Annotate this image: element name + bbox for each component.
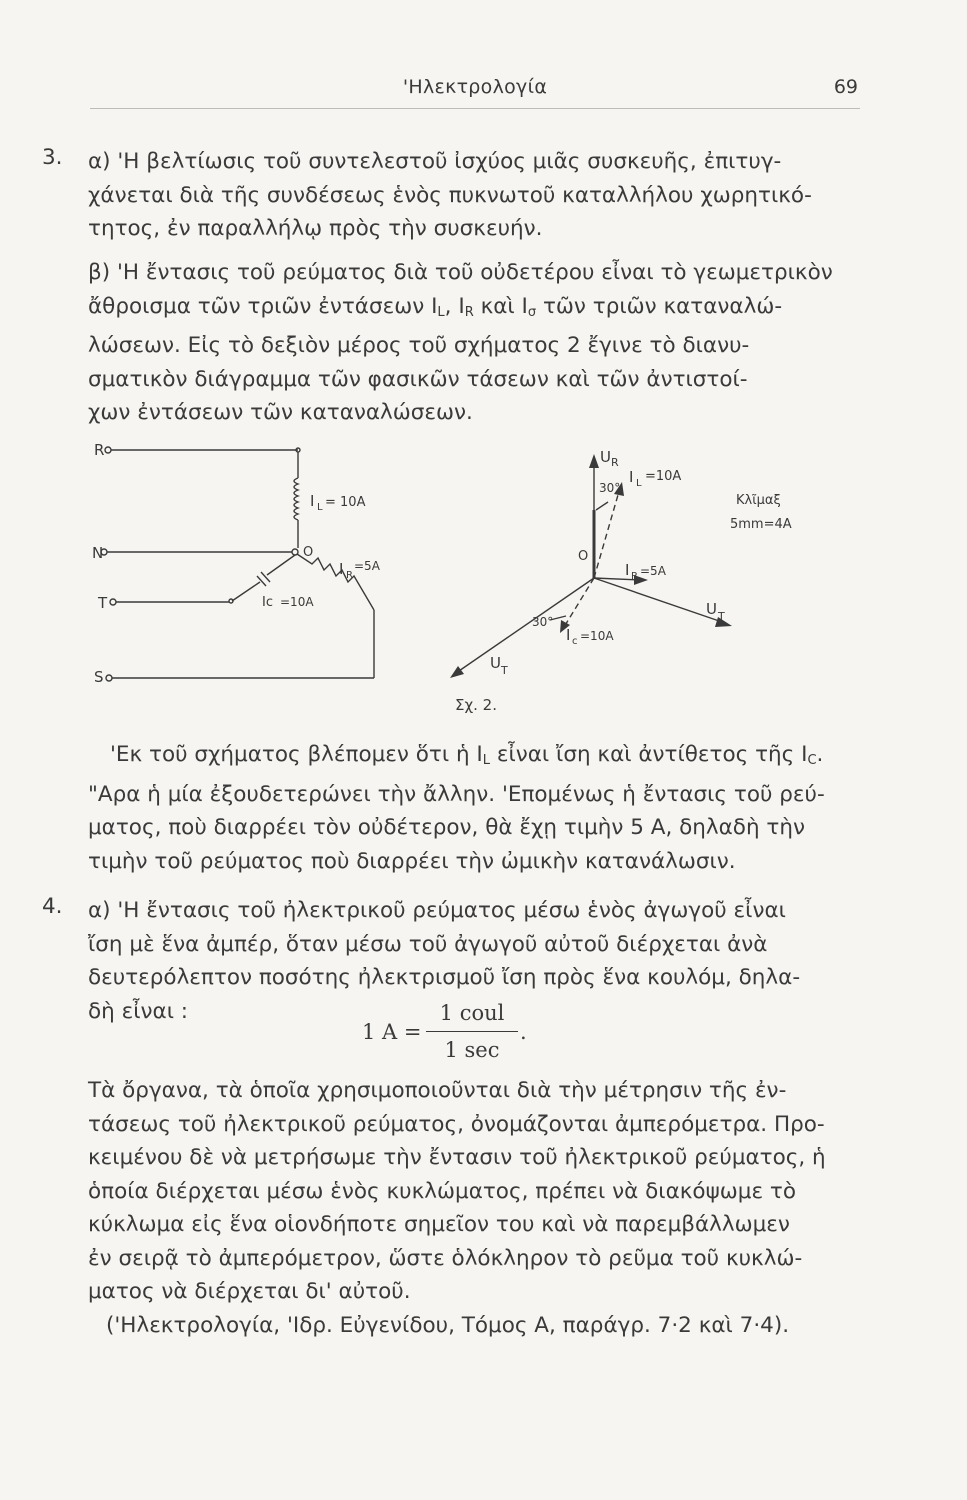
subscript: R bbox=[464, 304, 474, 320]
running-title: 'Ηλεκτρολογία bbox=[402, 76, 548, 98]
text-line: ἐν σειρᾷ τὸ ἀμπερόμετρον, ὥστε ὁλόκληρον τὸ ρεῦμα τοῦ κυκλώ- bbox=[88, 1245, 803, 1271]
text-run: καὶ I bbox=[473, 293, 528, 319]
item-4-paragraph-b bbox=[88, 1074, 868, 1342]
text-line: λώσεων. Εἰς τὸ δεξιὸν μέρος τοῦ σχήματος 2 ἔγινε τὸ διανυ- bbox=[88, 333, 750, 358]
text-run: εἶναι ἴση καὶ ἀντίθετος τῆς I bbox=[490, 742, 808, 767]
page-header bbox=[90, 76, 860, 106]
fraction-bar bbox=[426, 1031, 518, 1032]
text-line bbox=[88, 290, 868, 330]
formula-numerator: 1 coul bbox=[439, 1001, 505, 1025]
ur-label: U bbox=[600, 448, 611, 466]
terminal-n-label: N bbox=[92, 544, 104, 562]
text-run: 'Εκ τοῦ σχήματος βλέπομεν ὅτι ἡ I bbox=[110, 742, 483, 767]
subscript: C bbox=[807, 753, 817, 768]
figure-2-drawing bbox=[92, 430, 792, 720]
terminal-s-label: S bbox=[94, 668, 104, 686]
figure-caption: Σχ. 2. bbox=[455, 696, 497, 714]
text-line: σματικὸν διάγραμμα τῶν φασικῶν τάσεων καὶ τῶν ἀντιστοί- bbox=[88, 366, 748, 392]
formula-lhs: 1 A = bbox=[362, 1020, 422, 1044]
item-4-number: 4. bbox=[42, 894, 63, 919]
circuit-ir-sub: R bbox=[346, 570, 353, 581]
ut-right-sub: T bbox=[718, 610, 725, 623]
text-line: δευτερόλεπτον ποσότης ἠλεκτρισμοῦ ἴση πρὸς ἕνα κουλόμ, δηλα- bbox=[88, 965, 801, 990]
text-line: κειμένου δὲ νὰ μετρήσωμε τὴν ἔντασιν τοῦ ἠλεκτρικοῦ ρεύματος, ἡ bbox=[88, 1145, 826, 1170]
item-3-number: 3. bbox=[42, 145, 63, 170]
text-line: β) 'Η ἔντασις τοῦ ρεύματος διὰ τοῦ οὐδετέρου εἶναι τὸ γεωμετρικὸν bbox=[88, 260, 833, 285]
phasor-ir-value: =5A bbox=[640, 564, 666, 578]
circuit-il-sub: L bbox=[317, 502, 323, 513]
phasor-arrowheads bbox=[450, 454, 732, 678]
formula-fraction bbox=[426, 998, 518, 1065]
header-rule bbox=[90, 108, 860, 109]
ut-right-label: U bbox=[706, 600, 717, 618]
text-line: δὴ εἶναι : bbox=[88, 998, 189, 1024]
circuit-ic-value: =10A bbox=[280, 595, 314, 609]
phasor-il-sub: L bbox=[636, 478, 642, 489]
phasor-ic-sub: c bbox=[572, 636, 578, 647]
scale-value: 5mm=4A bbox=[730, 517, 792, 532]
item-3-paragraph-b bbox=[88, 256, 868, 430]
text-line: "Αρα ἡ μία ἐξουδετερώνει τὴν ἄλλην. 'Επομένως ἡ ἔντασις τοῦ ρεύ- bbox=[88, 781, 825, 807]
phasor-origin-label: O bbox=[578, 549, 589, 564]
phasor-labels bbox=[455, 448, 792, 714]
subscript: L bbox=[482, 753, 491, 768]
circuit-wires bbox=[101, 447, 374, 681]
scale-title: Κλῖμαξ bbox=[736, 493, 781, 508]
ut-left-sub: T bbox=[501, 664, 508, 677]
formula-denominator: 1 sec bbox=[444, 1038, 500, 1062]
circuit-ir-value: =5A bbox=[354, 559, 380, 573]
text-run: . bbox=[816, 742, 824, 767]
text-line: τάσεως τοῦ ἠλεκτρικοῦ ρεύματος, ὀνομάζονται ἀμπερόμετρα. Προ- bbox=[88, 1111, 825, 1137]
ur-arrowhead bbox=[589, 454, 599, 468]
subscript: L bbox=[437, 304, 445, 320]
phasor-ir-sub: R bbox=[631, 571, 638, 582]
text-line: Τὰ ὄργανα, τὰ ὁποῖα χρησιμοποιοῦνται διὰ τὴν μέτρησιν τῆς ἐν- bbox=[88, 1078, 787, 1103]
circuit-ic-label: Ic bbox=[262, 595, 273, 610]
phasor-ic-value: =10A bbox=[580, 629, 614, 643]
phasor-ir-label: I bbox=[625, 561, 630, 579]
text-line: χάνεται διὰ τῆς συνδέσεως ἑνὸς πυκνωτοῦ καταλλήλου χωρητικό- bbox=[88, 182, 812, 208]
text-run: ἄθροισμα τῶν τριῶν ἐντάσεων I bbox=[88, 293, 438, 319]
top-angle-label: 30° bbox=[599, 481, 621, 495]
text-run: τῶν τριῶν καταναλώ- bbox=[536, 293, 783, 319]
text-line: κύκλωμα εἰς ἕνα οἱονδήποτε σημεῖον του καὶ νὰ παρεμβάλλωμεν bbox=[88, 1212, 790, 1237]
circuit-ir-label: I bbox=[339, 560, 344, 578]
bottom-angle-label: 30° bbox=[532, 615, 554, 629]
conclusion-paragraph bbox=[88, 738, 870, 878]
phasor-il-value: =10A bbox=[645, 469, 682, 484]
text-line bbox=[110, 738, 870, 778]
subscript: σ bbox=[527, 304, 537, 320]
text-line: τητος, ἐν παραλλήλῳ πρὸς τὴν συσκευήν. bbox=[88, 216, 543, 241]
ut-left-arrowhead bbox=[450, 666, 464, 678]
ur-sub: R bbox=[611, 456, 619, 469]
phasor-il-label: I bbox=[629, 468, 634, 486]
formula-end: . bbox=[520, 1020, 527, 1044]
text-line: ὁποία διέρχεται μέσω ἑνὸς κυκλώματος, πρέπει νὰ διακόψωμε τὸ bbox=[88, 1178, 796, 1204]
circuit-il-value: = 10A bbox=[325, 495, 366, 510]
text-line: χων ἐντάσεων τῶν καταναλώσεων. bbox=[88, 400, 473, 425]
text-line: τιμὴν τοῦ ρεύματος ποὺ διαρρέει τὴν ὠμικὴν κατανάλωσιν. bbox=[88, 848, 736, 874]
text-line: α) 'Η βελτίωσις τοῦ συντελεστοῦ ἰσχύος μιᾶς συσκευῆς, ἐπιτυγ- bbox=[88, 149, 782, 174]
circuit-labels bbox=[92, 441, 381, 686]
text-line: ματος, ποὺ διαρρέει τὸν οὐδέτερον, θὰ ἔχῃ τιμὴν 5 A, δηλαδὴ τὴν bbox=[88, 815, 806, 840]
terminal-t-label: T bbox=[98, 594, 108, 612]
text-line: ματος νὰ διέρχεται δι' αὐτοῦ. bbox=[88, 1279, 411, 1304]
neutral-point-label: O bbox=[303, 545, 314, 560]
item-3-paragraph-a bbox=[88, 145, 868, 246]
circuit-il-label: I bbox=[310, 492, 315, 510]
text-run: , I bbox=[444, 293, 465, 319]
figure-2 bbox=[92, 430, 792, 720]
page-number: 69 bbox=[833, 76, 858, 98]
text-line: α) 'Η ἔντασις τοῦ ἠλεκτρικοῦ ρεύματος μέσω ἑνὸς ἀγωγοῦ εἶναι bbox=[88, 898, 786, 923]
terminal-r-label: R bbox=[94, 441, 105, 459]
ampere-formula bbox=[362, 998, 562, 1070]
ut-left-label: U bbox=[490, 654, 501, 672]
text-line: ἴση μὲ ἕνα ἀμπέρ, ὅταν μέσω τοῦ ἀγωγοῦ αὐτοῦ διέρχεται ἀνὰ bbox=[88, 931, 768, 957]
phasor-ic-label: I bbox=[566, 626, 571, 644]
reference-line: ('Ηλεκτρολογία, 'Ιδρ. Εὐγενίδου, Τόμος Α, παράγρ. 7·2 καὶ 7·4). bbox=[106, 1312, 790, 1338]
